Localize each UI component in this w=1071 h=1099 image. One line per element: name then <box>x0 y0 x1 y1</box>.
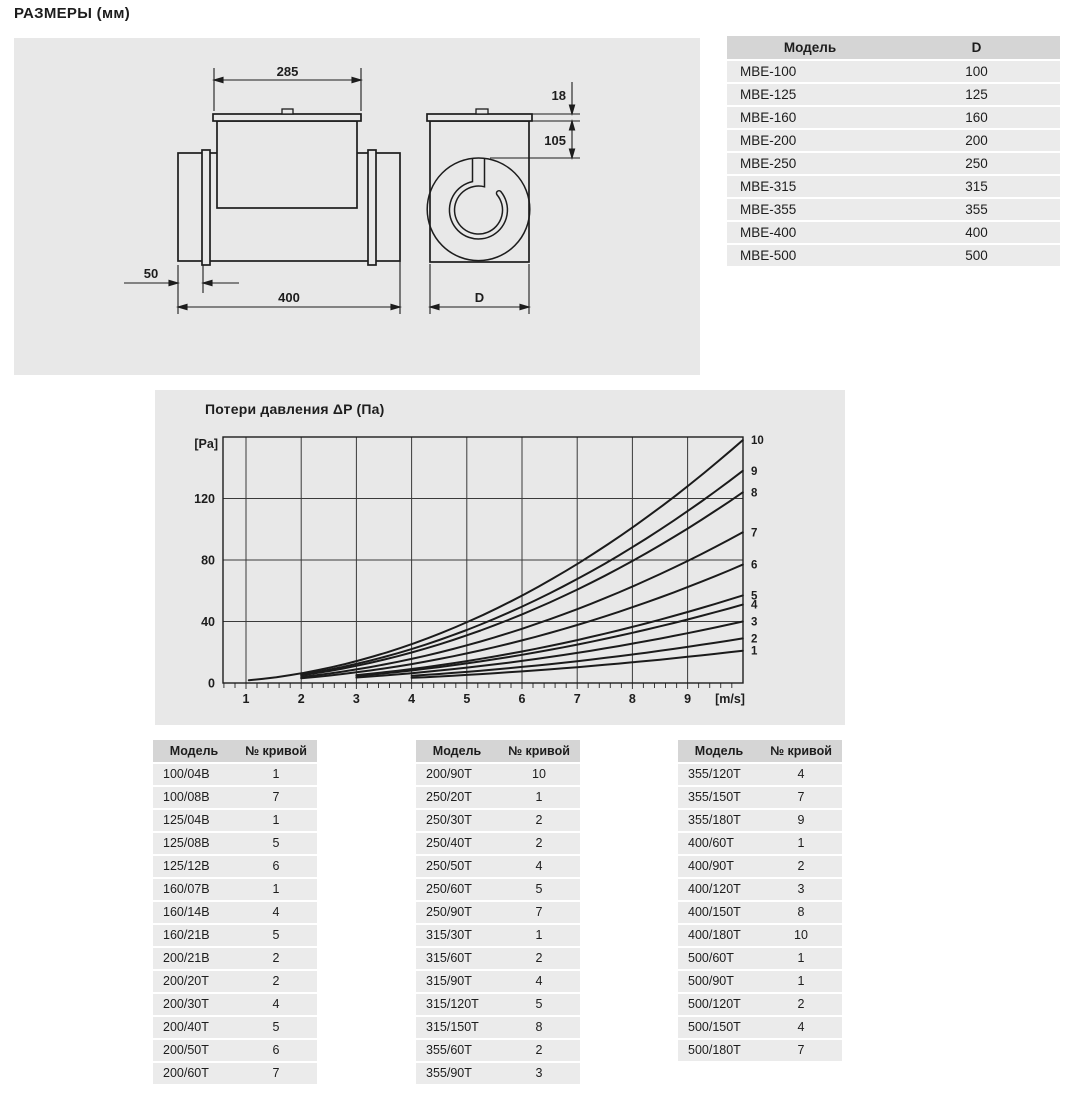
table-row <box>416 925 580 946</box>
column-header: № кривой <box>245 744 307 758</box>
model-cell: 200/21B <box>163 951 210 965</box>
arrowhead <box>178 304 187 309</box>
value-cell: 2 <box>272 951 280 965</box>
x-axis-minor-ticks <box>224 683 732 688</box>
table-row <box>416 787 580 808</box>
y-unit-label: [Pa] <box>194 437 218 451</box>
table-header-row <box>416 740 580 762</box>
table-row <box>416 810 580 831</box>
pressure-loss-chart <box>155 390 845 725</box>
dim-D: D <box>474 290 485 305</box>
model-cell: 500/90T <box>688 974 734 988</box>
model-cell: 200/20T <box>163 974 209 988</box>
curve-number-label: 3 <box>751 616 758 629</box>
curve-number-label: 6 <box>751 559 758 572</box>
model-cell: 200/30T <box>163 997 209 1011</box>
model-cell: МВЕ-125 <box>740 87 797 102</box>
model-cell: МВЕ-400 <box>740 225 797 240</box>
table-row <box>153 925 317 946</box>
table-row <box>678 925 842 946</box>
model-cell: МВЕ-315 <box>740 179 797 194</box>
model-cell: МВЕ-355 <box>740 202 797 217</box>
model-cell: 355/180T <box>688 813 741 827</box>
table-row <box>153 1017 317 1038</box>
value-cell: 1 <box>535 790 543 804</box>
table-row <box>727 61 1060 82</box>
curve-number-label: 9 <box>751 465 758 478</box>
value-cell: 2 <box>535 951 543 965</box>
model-cell: 250/40T <box>426 836 472 850</box>
value-cell: 10 <box>794 928 808 942</box>
curve-table-1 <box>153 740 317 1086</box>
column-header: № кривой <box>770 744 832 758</box>
dimension-table <box>727 36 1060 268</box>
model-cell: 250/90T <box>426 905 472 919</box>
duct-heater-drawing <box>14 38 700 375</box>
curve-number-label: 8 <box>751 487 758 500</box>
value-cell: 6 <box>272 859 280 873</box>
value-cell: 1 <box>797 974 805 988</box>
table-row <box>678 1040 842 1061</box>
model-cell: МВЕ-200 <box>740 133 797 148</box>
model-cell: 200/40T <box>163 1020 209 1034</box>
value-cell: 7 <box>535 905 543 919</box>
arrowhead <box>430 304 439 309</box>
value-cell: 3 <box>535 1066 543 1080</box>
value-cell: 2 <box>797 859 805 873</box>
model-cell: 315/60T <box>426 951 472 965</box>
value-cell: 200 <box>965 133 988 148</box>
dim-105: 105 <box>544 133 566 148</box>
x-tick-label: 4 <box>408 692 416 706</box>
value-cell: 1 <box>272 767 280 781</box>
value-cell: 8 <box>797 905 805 919</box>
table-row <box>727 222 1060 243</box>
table-row <box>153 810 317 831</box>
lid-knob <box>282 109 293 114</box>
chart-title: Потери давления ΔP (Па) <box>205 401 385 417</box>
table-row <box>153 994 317 1015</box>
value-cell: 4 <box>535 974 543 988</box>
curve-number-label: 10 <box>751 435 764 448</box>
x-tick-label: 1 <box>242 692 250 706</box>
table-row <box>416 902 580 923</box>
model-cell: 500/60T <box>688 951 734 965</box>
x-tick-label: 9 <box>684 692 692 706</box>
value-cell: 2 <box>272 974 280 988</box>
dim-18: 18 <box>551 88 566 103</box>
model-cell: 200/90T <box>426 767 472 781</box>
left-flange <box>202 150 210 265</box>
value-cell: 4 <box>272 905 280 919</box>
x-tick-label: 8 <box>628 692 636 706</box>
model-cell: 315/120T <box>426 997 479 1011</box>
table-row <box>416 833 580 854</box>
value-cell: 160 <box>965 110 988 125</box>
value-cell: 7 <box>797 1043 805 1057</box>
table-row <box>416 994 580 1015</box>
model-cell: 160/07B <box>163 882 210 896</box>
curve-number-label: 1 <box>751 645 758 658</box>
model-cell: 500/150T <box>688 1020 741 1034</box>
front-body <box>430 121 529 262</box>
curve-table-3 <box>678 740 842 1063</box>
table-row <box>727 84 1060 105</box>
curve-number-label: 5 <box>751 590 758 603</box>
value-cell: 100 <box>965 64 988 79</box>
value-cell: 8 <box>535 1020 543 1034</box>
model-cell: МВЕ-500 <box>740 248 797 263</box>
value-cell: 1 <box>272 813 280 827</box>
x-tick-label: 6 <box>518 692 526 706</box>
table-header-row <box>727 36 1060 59</box>
table-row <box>153 1063 317 1084</box>
table-row <box>678 787 842 808</box>
model-cell: 400/90T <box>688 859 734 873</box>
column-header: Модель <box>783 40 837 55</box>
table-row <box>678 902 842 923</box>
model-cell: 250/30T <box>426 813 472 827</box>
model-cell: 315/90T <box>426 974 472 988</box>
table-header-row <box>153 740 317 762</box>
dim-400: 400 <box>278 290 300 305</box>
value-cell: 4 <box>272 997 280 1011</box>
table-row <box>416 764 580 785</box>
dim-50: 50 <box>143 266 159 281</box>
model-cell: 125/12B <box>163 859 210 873</box>
table-row <box>727 107 1060 128</box>
value-cell: 4 <box>797 767 805 781</box>
curve-number-label: 7 <box>751 527 758 540</box>
value-cell: 2 <box>535 1043 543 1057</box>
arrowhead <box>520 304 529 309</box>
curve-table-2 <box>416 740 580 1086</box>
value-cell: 1 <box>797 951 805 965</box>
model-cell: 355/120T <box>688 767 741 781</box>
dimensions-drawing-panel <box>14 38 700 375</box>
x-tick-label: 3 <box>352 692 360 706</box>
value-cell: 5 <box>535 882 543 896</box>
table-row <box>153 833 317 854</box>
value-cell: 2 <box>535 813 543 827</box>
table-row <box>416 879 580 900</box>
dim-285: 285 <box>276 64 299 79</box>
value-cell: 1 <box>272 882 280 896</box>
value-cell: 2 <box>535 836 543 850</box>
value-cell: 6 <box>272 1043 280 1057</box>
arrowhead <box>569 121 574 130</box>
grid-lines <box>223 437 743 689</box>
curve-number-label: 4 <box>751 599 758 612</box>
arrowhead <box>569 149 574 158</box>
table-row <box>416 948 580 969</box>
value-cell: 9 <box>797 813 805 827</box>
table-row <box>153 902 317 923</box>
value-cell: 400 <box>965 225 988 240</box>
value-cell: 1 <box>535 928 543 942</box>
x-tick-label: 5 <box>463 692 471 706</box>
table-row <box>153 879 317 900</box>
terminal-box-lid <box>213 114 361 121</box>
model-cell: 100/04B <box>163 767 210 781</box>
model-cell: 250/60T <box>426 882 472 896</box>
y-tick-label: 0 <box>208 676 215 691</box>
value-cell: 7 <box>272 1066 280 1080</box>
model-cell: 315/150T <box>426 1020 479 1034</box>
value-cell: 1 <box>797 836 805 850</box>
value-cell: 4 <box>797 1020 805 1034</box>
value-cell: 5 <box>535 997 543 1011</box>
value-cell: 7 <box>797 790 805 804</box>
value-cell: 7 <box>272 790 280 804</box>
model-cell: 400/150T <box>688 905 741 919</box>
model-cell: 160/14B <box>163 905 210 919</box>
table-row <box>678 879 842 900</box>
front-lid <box>427 114 532 121</box>
x-tick-label: 7 <box>573 692 581 706</box>
pressure-chart-panel <box>155 390 845 725</box>
table-row <box>678 810 842 831</box>
model-cell: 125/08B <box>163 836 210 850</box>
value-cell: 4 <box>535 859 543 873</box>
model-cell: 355/90T <box>426 1066 472 1080</box>
table-row <box>153 787 317 808</box>
model-cell: 160/21B <box>163 928 210 942</box>
arrowhead <box>169 280 178 285</box>
table-row <box>727 245 1060 266</box>
front-view <box>427 109 532 262</box>
value-cell: 500 <box>965 248 988 263</box>
table-row <box>416 1040 580 1061</box>
value-cell: 315 <box>965 179 988 194</box>
column-header: Модель <box>169 744 219 758</box>
table-row <box>153 948 317 969</box>
curve-number-label: 2 <box>751 633 758 646</box>
model-cell: 125/04B <box>163 813 210 827</box>
column-header: № кривой <box>508 744 570 758</box>
table-row <box>678 994 842 1015</box>
model-cell: МВЕ-160 <box>740 110 797 125</box>
model-cell: 355/150T <box>688 790 741 804</box>
value-cell: 3 <box>797 882 805 896</box>
side-view <box>178 109 400 265</box>
model-cell: 100/08B <box>163 790 210 804</box>
value-cell: 10 <box>532 767 546 781</box>
model-cell: 400/120T <box>688 882 741 896</box>
y-tick-label: 40 <box>201 615 215 629</box>
arrowhead <box>569 105 574 114</box>
table-row <box>153 764 317 785</box>
model-cell: 355/60T <box>426 1043 472 1057</box>
column-header: Модель <box>432 744 482 758</box>
page-title: РАЗМЕРЫ (мм) <box>14 5 131 22</box>
table-row <box>416 1063 580 1084</box>
table-row <box>153 1040 317 1061</box>
value-cell: 5 <box>272 836 280 850</box>
value-cell: 250 <box>965 156 988 171</box>
value-cell: 2 <box>797 997 805 1011</box>
column-header: Модель <box>694 744 744 758</box>
table-row <box>416 856 580 877</box>
table-row <box>153 971 317 992</box>
right-flange <box>368 150 376 265</box>
model-cell: 200/50T <box>163 1043 209 1057</box>
model-cell: 315/30T <box>426 928 472 942</box>
table-row <box>727 199 1060 220</box>
table-row <box>678 856 842 877</box>
table-row <box>727 130 1060 151</box>
table-row <box>416 1017 580 1038</box>
value-cell: 5 <box>272 1020 280 1034</box>
value-cell: 5 <box>272 928 280 942</box>
table-row <box>153 856 317 877</box>
model-cell: МВЕ-250 <box>740 156 797 171</box>
table-header-row <box>678 740 842 762</box>
x-unit-label: [m/s] <box>715 692 745 706</box>
model-cell: 400/60T <box>688 836 734 850</box>
model-cell: 500/120T <box>688 997 741 1011</box>
y-tick-label: 80 <box>201 553 215 568</box>
front-lid-knob <box>476 109 488 114</box>
table-row <box>727 176 1060 197</box>
table-row <box>416 971 580 992</box>
arrowhead <box>391 304 400 309</box>
arrowhead <box>214 77 223 82</box>
value-cell: 125 <box>965 87 988 102</box>
arrowhead <box>352 77 361 82</box>
terminal-box <box>217 121 357 208</box>
model-cell: 500/180T <box>688 1043 741 1057</box>
column-header: D <box>971 40 982 55</box>
arrowhead <box>203 280 212 285</box>
table-row <box>678 833 842 854</box>
table-row <box>678 948 842 969</box>
x-tick-label: 2 <box>297 692 305 706</box>
value-cell: 355 <box>965 202 988 217</box>
table-row <box>727 153 1060 174</box>
model-cell: 400/180T <box>688 928 741 942</box>
model-cell: 200/60T <box>163 1066 209 1080</box>
table-row <box>678 971 842 992</box>
y-tick-label: 120 <box>194 492 215 506</box>
model-cell: 250/20T <box>426 790 472 804</box>
table-row <box>678 1017 842 1038</box>
model-cell: 250/50T <box>426 859 472 873</box>
model-cell: МВЕ-100 <box>740 64 797 79</box>
table-row <box>678 764 842 785</box>
